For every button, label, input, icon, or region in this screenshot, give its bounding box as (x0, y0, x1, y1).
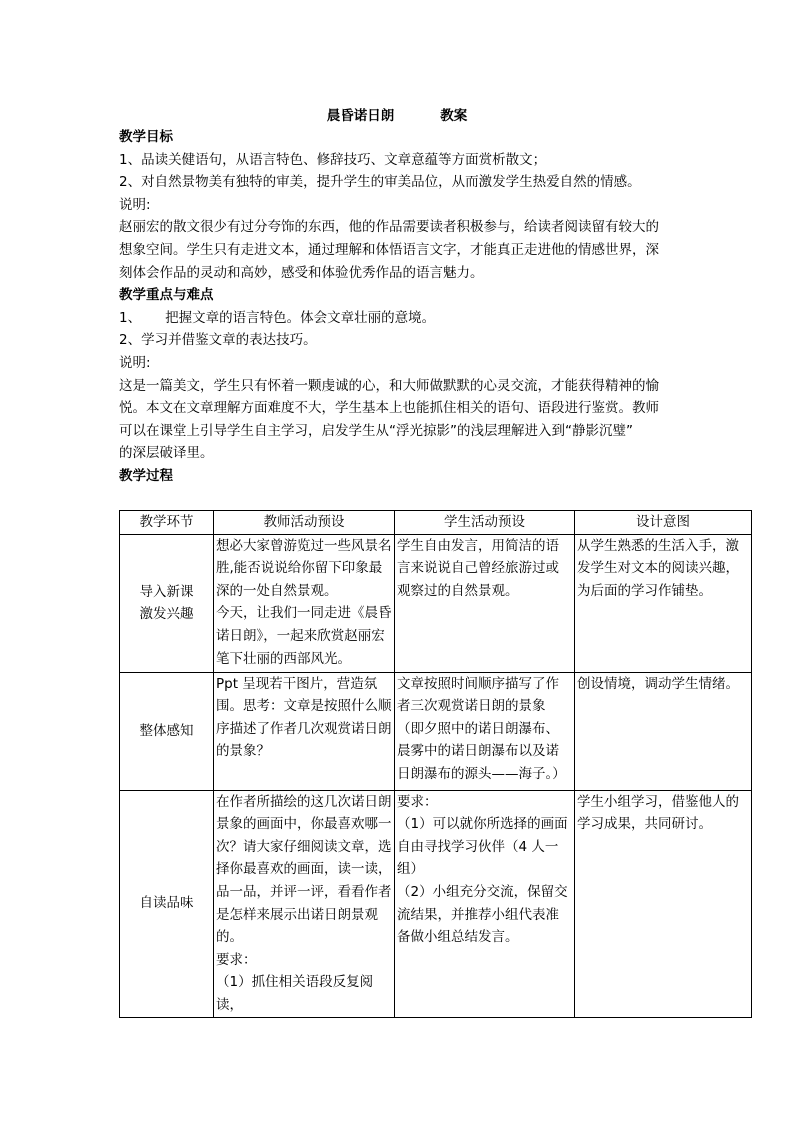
section-cell: 自读品味 (120, 790, 214, 1017)
lesson-process-table (119, 510, 752, 1018)
key-points-note-label: 说明: (119, 354, 151, 371)
column-header: 设计意图 (575, 511, 752, 535)
teacher-cell: 想必大家曾游览过一些风景名胜,能否说说给你留下印象最深的一处自然景观。 今天，让我们一同走进《晨昏诺日朗》，一起来欣赏赵丽宏笔下壮丽的西部风光。 (214, 534, 395, 672)
objectives-note-line: 想象空间。学生只有走进文本，通过理解和体悟语言文字，才能真正走进他的情感世界，深 (119, 241, 659, 258)
column-header: 学生活动预设 (395, 511, 575, 535)
teacher-cell: 在作者所描绘的这几次诺日朗景象的画面中，你最喜欢哪一次？请大家仔细阅读文章，选择你最喜欢的画面，读一读，品一品，并评一评，看看作者是怎样来展示出诺日朗景观的。 要求： （1）抓住相关语段反复阅读， (214, 790, 395, 1017)
student-cell: 学生自由发言，用简洁的语言来说说自己曾经旅游过或观察过的自然景观。 (395, 534, 575, 672)
objectives-heading: 教学目标 (119, 129, 173, 145)
table-header-row (120, 511, 752, 535)
column-header: 教师活动预设 (214, 511, 395, 535)
key-points-note-line: 这是一篇美文，学生只有怀着一颗虔诚的心，和大师做默默的心灵交流，才能获得精神的愉 (119, 377, 659, 394)
objective-item: 1、品读关健语句，从语言特色、修辞技巧、文章意蕴等方面赏析散文； (119, 151, 547, 168)
table-row (120, 534, 752, 672)
key-point-item (119, 307, 687, 330)
key-points-note-line: 的深层破译里。 (119, 445, 214, 462)
key-points-note-line: 可以在课堂上引导学生自主学习，启发学生从“浮光掠影”的浅层理解进入到“静影沉璧” (119, 422, 633, 439)
objective-item: 2、对自然景物美有独特的审美，提升学生的审美品位，从而激发学生热爱自然的情感。 (119, 174, 641, 191)
objectives-note-line: 赵丽宏的散文很少有过分夸饰的东西，他的作品需要读者积极参与，给读者阅读留有较大的 (119, 219, 659, 236)
document-title (0, 104, 794, 124)
document-body (119, 126, 687, 488)
table-row (120, 672, 752, 790)
title-main: 晨昏诺日朗 (326, 108, 395, 124)
intent-cell: 学生小组学习，借鉴他人的学习成果，共同研讨。 (575, 790, 752, 1017)
section-cell: 导入新课 激发兴趣 (120, 534, 214, 672)
key-points-note-line: 悦。本文在文章理解方面难度不大，学生基本上也能抓住相关的语句、语段进行鉴赏。教师 (119, 400, 659, 417)
intent-cell: 从学生熟悉的生活入手，激发学生对文本的阅读兴趣，为后面的学习作铺垫。 (575, 534, 752, 672)
objectives-note-label: 说明: (119, 196, 151, 213)
key-point-item: 2、学习并借鉴文章的表达技巧。 (119, 332, 317, 349)
teacher-cell: Ppt 呈现若干图片，营造氛围。思考：文章是按照什么顺序描述了作者几次观赏诺日朗的景象？ (214, 672, 395, 790)
intent-cell: 创设情境，调动学生情绪。 (575, 672, 752, 790)
section-cell: 整体感知 (120, 672, 214, 790)
title-sub: 教案 (440, 108, 468, 124)
key-points-heading: 教学重点与难点 (119, 287, 214, 304)
objectives-note-line: 刻体会作品的灵动和高妙，感受和体验优秀作品的语言魅力。 (119, 264, 484, 281)
process-heading: 教学过程 (119, 467, 173, 484)
key-point-text: 把握文章的语言特色。体会文章壮丽的意境。 (165, 309, 436, 326)
column-header: 教学环节 (120, 511, 214, 535)
key-point-number: 1、 (119, 309, 142, 326)
table-row (120, 790, 752, 1017)
student-cell: 要求： （1）可以就你所选择的画面自由寻找学习伙伴（4 人一组） （2）小组充分交流，保留交流结果，并推荐小组代表准备做小组总结发言。 (395, 790, 575, 1017)
student-cell: 文章按照时间顺序描写了作者三次观赏诺日朗的景象（即夕照中的诺日朗瀑布、晨雾中的诺日朗瀑布以及诺日朗瀑布的源头——海子。） (395, 672, 575, 790)
